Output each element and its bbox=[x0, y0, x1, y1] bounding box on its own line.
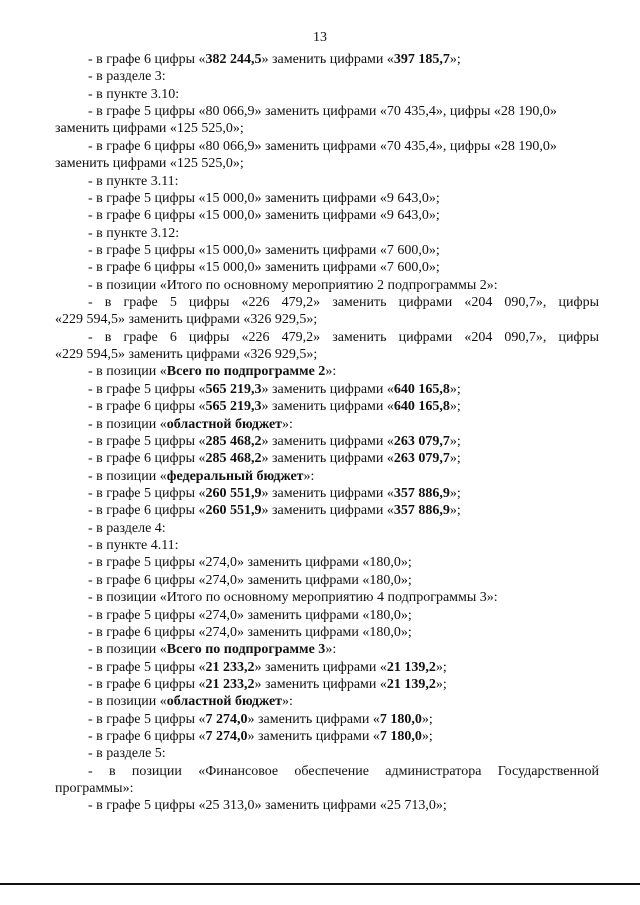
text-segment: - в графе 5 цифры « bbox=[88, 433, 206, 449]
bold-value: 260 551,9 bbox=[205, 503, 262, 519]
text-line bbox=[55, 797, 599, 814]
bold-value: 21 139,2 bbox=[386, 659, 436, 675]
text-segment: »; bbox=[449, 381, 461, 397]
text-segment: - в пункте 3.10: bbox=[88, 86, 180, 102]
bold-value: 382 244,5 bbox=[205, 52, 262, 67]
text-line bbox=[55, 155, 599, 172]
text-segment: »; bbox=[449, 451, 461, 467]
text-line bbox=[55, 537, 599, 554]
text-line bbox=[55, 120, 599, 137]
text-segment: » заменить цифрами « bbox=[261, 485, 394, 501]
text-segment: » заменить цифрами « bbox=[247, 711, 380, 727]
text-segment: - в пункте 4.11: bbox=[88, 538, 179, 554]
text-line bbox=[55, 381, 599, 398]
text-segment: программы»: bbox=[55, 781, 134, 797]
text-line bbox=[55, 433, 599, 450]
text-line bbox=[55, 329, 599, 346]
bold-value: 21 233,2 bbox=[205, 659, 255, 675]
bold-value: 7 180,0 bbox=[379, 711, 422, 727]
text-segment: » заменить цифрами « bbox=[261, 433, 394, 449]
text-line bbox=[55, 51, 599, 68]
text-segment: - в позиции « bbox=[88, 642, 167, 658]
text-segment: »; bbox=[435, 659, 447, 675]
text-segment: - в графе 6 цифры « bbox=[88, 399, 206, 415]
bold-value: областной бюджет bbox=[166, 416, 283, 432]
text-line bbox=[55, 398, 599, 415]
bold-value: 263 079,7 bbox=[393, 433, 450, 449]
text-line bbox=[55, 450, 599, 467]
text-segment: »: bbox=[303, 468, 315, 484]
text-segment: - в разделе 4: bbox=[88, 520, 166, 536]
text-segment: » заменить цифрами « bbox=[261, 399, 394, 415]
text-segment: - в графе 6 цифры «15 000,0» заменить цифрами «7 600,0»; bbox=[88, 260, 440, 276]
text-line bbox=[55, 294, 599, 311]
bold-value: Всего по подпрограмме 2 bbox=[166, 364, 326, 380]
text-line bbox=[55, 103, 599, 120]
text-line bbox=[55, 641, 599, 658]
bold-value: 21 139,2 bbox=[386, 676, 436, 692]
text-segment: »: bbox=[325, 642, 337, 658]
text-segment: - в графе 6 цифры « bbox=[88, 676, 206, 692]
text-line bbox=[55, 728, 599, 745]
text-segment: - в позиции « bbox=[88, 364, 167, 380]
text-segment: » заменить цифрами « bbox=[254, 659, 387, 675]
text-segment: - в графе 6 цифры « bbox=[88, 52, 206, 67]
text-segment: - в графе 6 цифры «274,0» заменить цифрами «180,0»; bbox=[88, 572, 412, 588]
text-segment: » заменить цифрами « bbox=[261, 451, 394, 467]
text-segment: - в графе 6 цифры «274,0» заменить цифрами «180,0»; bbox=[88, 624, 412, 640]
bold-value: 260 551,9 bbox=[205, 485, 262, 501]
text-segment: - в графе 5 цифры «15 000,0» заменить цифрами «7 600,0»; bbox=[88, 242, 440, 258]
bold-value: 640 165,8 bbox=[393, 399, 450, 415]
text-line bbox=[55, 311, 599, 328]
text-line bbox=[55, 780, 599, 797]
text-segment: »; bbox=[449, 399, 461, 415]
text-segment: - в графе 5 цифры «25 313,0» заменить цифрами «25 713,0»; bbox=[88, 798, 447, 814]
bold-value: 565 219,3 bbox=[205, 399, 262, 415]
text-segment: «229 594,5» заменить цифрами «326 929,5»; bbox=[55, 312, 318, 328]
bold-value: 357 886,9 bbox=[393, 503, 450, 519]
text-line bbox=[55, 277, 599, 294]
text-segment: - в позиции « bbox=[88, 468, 167, 484]
bold-value: федеральный бюджет bbox=[166, 468, 304, 484]
amendment-list bbox=[55, 51, 599, 815]
bold-value: 285 468,2 bbox=[205, 451, 262, 467]
text-segment: - в графе 6 цифры « bbox=[88, 729, 206, 745]
text-line bbox=[55, 468, 599, 485]
text-line bbox=[55, 520, 599, 537]
text-line bbox=[55, 86, 599, 103]
text-segment: - в пункте 3.11: bbox=[88, 173, 179, 189]
bold-value: 263 079,7 bbox=[393, 451, 450, 467]
text-segment: - в графе 5 цифры « bbox=[88, 485, 206, 501]
text-segment: »; bbox=[449, 52, 461, 67]
text-line bbox=[55, 502, 599, 519]
text-line bbox=[55, 346, 599, 363]
bold-value: 21 233,2 bbox=[205, 676, 255, 692]
text-line bbox=[55, 572, 599, 589]
text-line bbox=[55, 138, 599, 155]
text-segment: - в позиции «Итого по основному мероприятию 4 подпрограммы 3»: bbox=[88, 590, 498, 606]
text-segment: - в графе 5 цифры «274,0» заменить цифрами «180,0»; bbox=[88, 555, 412, 571]
text-segment: »: bbox=[325, 364, 337, 380]
bold-value: областной бюджет bbox=[166, 694, 283, 710]
bold-value: 7 274,0 bbox=[205, 729, 248, 745]
text-segment: - в пункте 3.12: bbox=[88, 225, 180, 241]
text-segment: «229 594,5» заменить цифрами «326 929,5»; bbox=[55, 347, 318, 363]
text-line bbox=[55, 676, 599, 693]
text-line bbox=[55, 416, 599, 433]
text-segment: - в графе 5 цифры « bbox=[88, 711, 206, 727]
text-line bbox=[55, 659, 599, 676]
bold-value: 640 165,8 bbox=[393, 381, 450, 397]
text-segment: - в графе 6 цифры «15 000,0» заменить цифрами «9 643,0»; bbox=[88, 208, 440, 224]
text-segment: »; bbox=[421, 711, 433, 727]
text-segment: - в позиции «Итого по основному мероприятию 2 подпрограммы 2»: bbox=[88, 277, 498, 293]
text-segment: - в графе 6 цифры « bbox=[88, 503, 206, 519]
text-segment: » заменить цифрами « bbox=[261, 503, 394, 519]
text-line bbox=[55, 693, 599, 710]
text-segment: » заменить цифрами « bbox=[261, 52, 394, 67]
text-segment: - в позиции « bbox=[88, 416, 167, 432]
text-segment: »: bbox=[282, 416, 293, 432]
text-segment: - в графе 6 цифры «80 066,9» заменить цифрами «70 435,4», цифры «28 190,0» bbox=[88, 138, 557, 154]
text-segment: » заменить цифрами « bbox=[247, 729, 380, 745]
text-segment: »: bbox=[282, 694, 293, 710]
text-segment: - в графе 5 цифры «80 066,9» заменить цифрами «70 435,4», цифры «28 190,0» bbox=[88, 104, 557, 120]
text-line bbox=[55, 259, 599, 276]
text-line bbox=[55, 485, 599, 502]
bold-value: 565 219,3 bbox=[205, 381, 262, 397]
text-line bbox=[55, 589, 599, 606]
text-segment: »; bbox=[449, 433, 461, 449]
text-segment: »; bbox=[435, 676, 447, 692]
text-segment: - в графе 6 цифры «226 479,2» заменить цифрами «204 090,7», цифры bbox=[88, 329, 599, 345]
text-segment: - в графе 5 цифры «226 479,2» заменить цифрами «204 090,7», цифры bbox=[88, 295, 599, 311]
bold-value: 397 185,7 bbox=[393, 52, 450, 67]
text-segment: - в графе 6 цифры « bbox=[88, 451, 206, 467]
text-line bbox=[55, 225, 599, 242]
text-line bbox=[55, 190, 599, 207]
text-line bbox=[55, 173, 599, 190]
text-line bbox=[55, 242, 599, 259]
bold-value: 7 274,0 bbox=[205, 711, 248, 727]
bold-value: 285 468,2 bbox=[205, 433, 262, 449]
text-segment: - в графе 5 цифры «274,0» заменить цифрами «180,0»; bbox=[88, 607, 412, 623]
text-segment: - в позиции «Финансовое обеспечение администратора Государственной bbox=[88, 763, 599, 779]
text-segment: » заменить цифрами « bbox=[254, 676, 387, 692]
text-line bbox=[55, 554, 599, 571]
text-segment: »; bbox=[421, 729, 433, 745]
text-line bbox=[55, 68, 599, 85]
bold-value: Всего по подпрограмме 3 bbox=[166, 642, 326, 658]
text-segment: - в разделе 5: bbox=[88, 746, 166, 762]
bold-value: 7 180,0 bbox=[379, 729, 422, 745]
text-segment: »; bbox=[449, 485, 461, 501]
text-segment: заменить цифрами «125 525,0»; bbox=[55, 121, 244, 137]
text-line bbox=[55, 607, 599, 624]
text-segment: - в разделе 3: bbox=[88, 69, 166, 85]
text-segment: » заменить цифрами « bbox=[261, 381, 394, 397]
text-line bbox=[55, 711, 599, 728]
text-line bbox=[55, 207, 599, 224]
bold-value: 357 886,9 bbox=[393, 485, 450, 501]
text-segment: - в графе 5 цифры « bbox=[88, 659, 206, 675]
page-number: 13 bbox=[313, 30, 327, 45]
text-segment: - в позиции « bbox=[88, 694, 167, 710]
text-segment: »; bbox=[449, 503, 461, 519]
text-segment: - в графе 5 цифры « bbox=[88, 381, 206, 397]
text-segment: - в графе 5 цифры «15 000,0» заменить цифрами «9 643,0»; bbox=[88, 190, 440, 206]
text-line bbox=[55, 624, 599, 641]
text-line bbox=[55, 745, 599, 762]
text-segment: заменить цифрами «125 525,0»; bbox=[55, 156, 244, 172]
bottom-rule bbox=[0, 883, 640, 885]
text-line bbox=[55, 763, 599, 780]
text-line bbox=[55, 363, 599, 380]
